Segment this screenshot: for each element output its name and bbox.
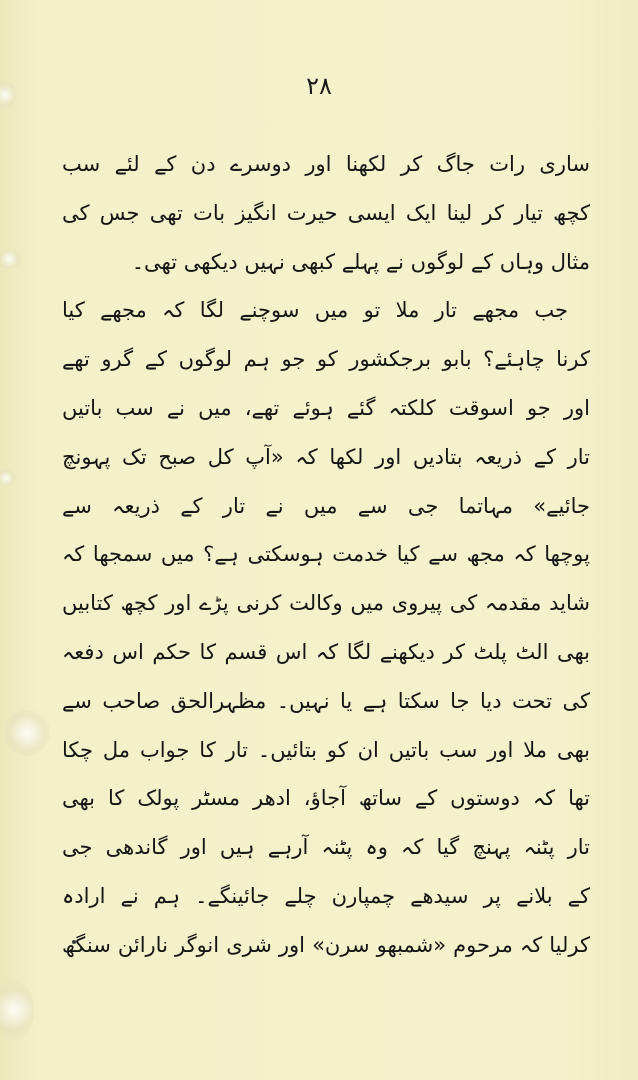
- body-text: [62, 140, 590, 970]
- text-line: جب مجھے تار ملا تو میں سوچنے لگا کہ مجھے کیا: [62, 298, 568, 323]
- text-line: تار کے ذریعہ بتادیں اور لکھا کہ «آپ کل صبح تک پہونچ: [62, 444, 590, 469]
- text-line: کی تحت دیا جا سکتا ہے یا نہیں۔ مظہرالحق صاحب سے: [62, 688, 590, 713]
- text-line: کرلیا کہ مرحوم «شمبھو سرن» اور شری انوگر نارائن سنگھ: [62, 932, 590, 957]
- text-line: پوچھا کہ مجھ سے کیا خدمت ہوسکتی ہے؟ میں سمجھا کہ: [62, 542, 590, 567]
- text-line: مثال وہاں کے لوگوں نے پہلے کبھی نہیں دیکھی تھی۔: [131, 249, 590, 274]
- text-line: کچھ تیار کر لینا ایک ایسی حیرت انگیز بات تھی جس کی: [62, 200, 590, 225]
- text-line: بھی ملا اور سب باتیں ان کو بتائیں۔ تار کا جواب مل چکا: [62, 737, 590, 762]
- paper-wear-mark: [0, 470, 16, 486]
- text-line: تار پٹنہ پہنچ گیا کہ وہ پٹنہ آرہے ہیں اور گاندھی جی: [62, 835, 590, 860]
- text-line: بھی الٹ پلٹ کر دیکھنے لگا کہ اس قسم کا حکم اس دفعہ: [62, 639, 590, 664]
- paper-wear-mark: [4, 710, 50, 756]
- text-line: شاید مقدمہ کی پیروی میں وکالت کرنی پڑے اور کچھ کتابیں: [62, 591, 590, 616]
- paper-wear-mark: [0, 250, 22, 268]
- text-line: جائیے» مہاتما جی سے میں نے تار کے ذریعہ سے: [62, 493, 590, 518]
- text-line: کے بلانے پر سیدھے چمپارن چلے جائینگے۔ ہم نے ارادہ: [62, 883, 590, 908]
- text-line: کرنا چاہئے؟ بابو برجکشور کو جو ہم لوگوں کے گرو تھے: [62, 347, 590, 372]
- text-line: تھا کہ دوستوں کے ساتھ آجاؤ، ادھر مسٹر پولک کا بھی: [62, 786, 590, 811]
- page-number: ۲۸: [306, 72, 332, 100]
- text-line: ساری رات جاگ کر لکھنا اور دوسرے دن کے لئے سب: [62, 152, 590, 176]
- text-line: اور جو اسوقت کلکتہ گئے ہوئے تھے، میں نے سب باتیں: [62, 395, 590, 420]
- paper-wear-mark: [0, 980, 34, 1040]
